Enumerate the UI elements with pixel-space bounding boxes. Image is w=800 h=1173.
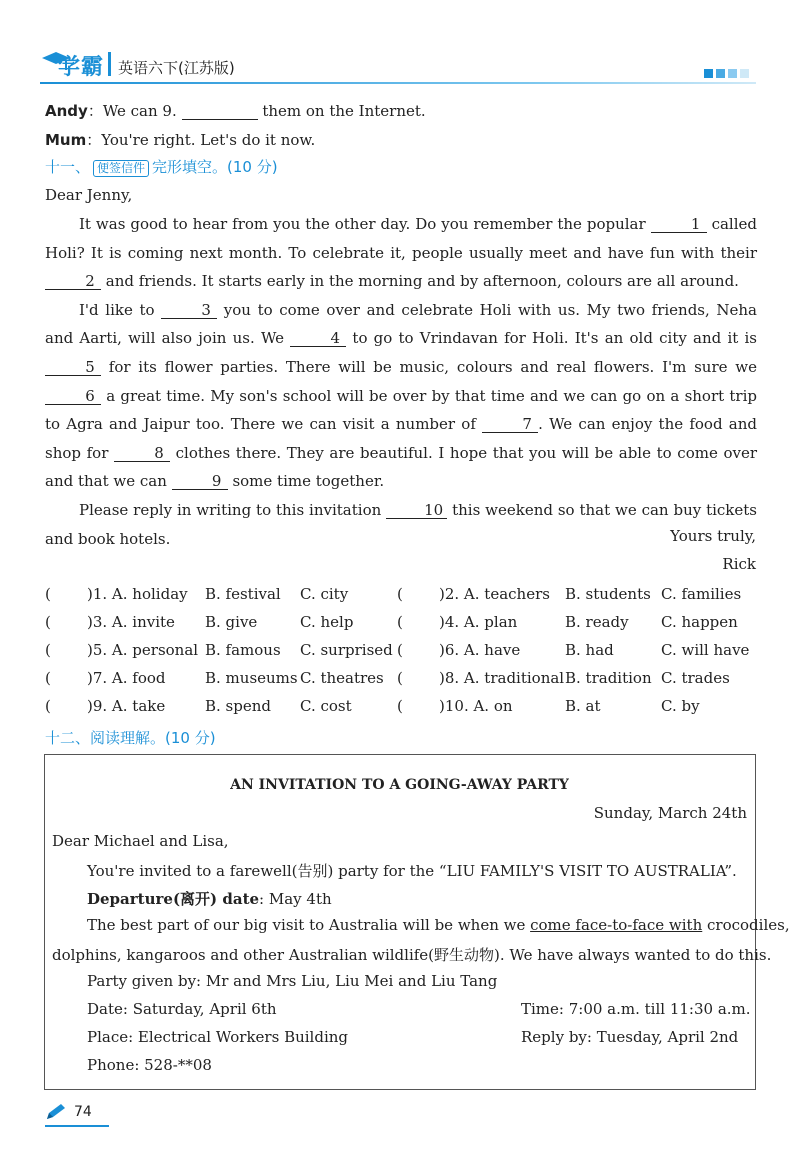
footer-rule (45, 1125, 109, 1127)
answer-paren-6[interactable]: ( (397, 641, 403, 659)
date-line: Date: Saturday, April 6th (87, 1000, 277, 1018)
dialogue-mum (45, 129, 315, 150)
cloze-blank-6[interactable]: 6 (45, 388, 101, 405)
options-row (45, 697, 760, 717)
option-6-c: C. will have (661, 641, 750, 659)
header-divider (108, 52, 111, 76)
cloze-blank-10[interactable]: 10 (386, 502, 447, 519)
andy-text-b: them on the Internet. (262, 102, 426, 120)
section-12-heading: 十二、阅读理解。(10 分) (45, 729, 216, 747)
invitation-greeting: Dear Michael and Lisa, (52, 832, 229, 850)
option-2-c: C. families (661, 585, 742, 603)
answer-paren-7[interactable]: ( (45, 669, 51, 687)
answer-paren-8[interactable]: ( (397, 669, 403, 687)
option-7-a: )7. A. food (87, 669, 166, 687)
departure-line (87, 888, 332, 909)
option-5-b: B. famous (205, 641, 281, 659)
option-5-c: C. surprised (300, 641, 393, 659)
letter-greeting: Dear Jenny, (45, 186, 133, 204)
section-11-heading (45, 156, 278, 177)
option-5-a: )5. A. personal (87, 641, 199, 659)
answer-paren-2[interactable]: ( (397, 585, 403, 603)
dialogue-andy (45, 100, 426, 121)
speaker-andy: Andy (45, 102, 88, 120)
pencil-icon (45, 1103, 67, 1121)
option-4-c: C. happen (661, 613, 738, 631)
option-8-a: )8. A. traditional (439, 669, 565, 687)
options-row (45, 669, 760, 689)
underlined-phrase: come face-to-face with (530, 916, 703, 934)
p2-a: I'd like to (79, 300, 162, 319)
option-9-a: )9. A. take (87, 697, 166, 715)
p3-b: this weekend so that we can buy tickets and book hotels. (45, 500, 757, 548)
option-7-c: C. theatres (300, 669, 384, 687)
options-row (45, 613, 760, 633)
given-by-line: Party given by: Mr and Mrs Liu, Liu Mei and Liu Tang (87, 972, 498, 990)
option-6-a: )6. A. have (439, 641, 521, 659)
book-title: 英语六下(江苏版) (118, 59, 235, 77)
p2-f: . We can enjoy the food and shop for (45, 415, 757, 462)
option-3-c: C. help (300, 613, 354, 631)
departure-label: Departure(离开) date (87, 890, 260, 908)
p1-b: called Holi? It is coming next month. To celebrate it, people usually meet and have fun with their (45, 215, 757, 262)
letter-closing: Yours truly, (670, 527, 756, 545)
section-11-tag: 便签信件 (93, 160, 149, 177)
option-7-b: B. museums (205, 669, 298, 687)
best-part-line (87, 916, 790, 934)
speaker-mum: Mum (45, 131, 87, 149)
invitation-line-1: You're invited to a farewell(告别) party for the “LIU FAMILY'S VISIT TO AUSTRALIA”. (87, 862, 737, 880)
option-9-c: C. cost (300, 697, 352, 715)
p1-c: and friends. It starts early in the morning and by afternoon, colours are all around. (101, 272, 739, 291)
p2-d: for its flower parties. There will be music, colours and real flowers. I'm sure we (101, 357, 757, 376)
p1-a: It was good to hear from you the other day. Do you remember the popular (79, 215, 651, 233)
answer-paren-3[interactable]: ( (45, 613, 51, 631)
option-8-c: C. trades (661, 669, 730, 687)
p3-a: Please reply in writing to this invitation (79, 500, 387, 519)
option-2-a: )2. A. teachers (439, 585, 550, 603)
invitation-date: Sunday, March 24th (593, 804, 747, 822)
page-number: 74 (74, 1104, 92, 1120)
invitation-title: AN INVITATION TO A GOING-AWAY PARTY (230, 777, 569, 793)
cloze-blank-2[interactable]: 2 (45, 273, 101, 290)
p2-g: clothes there. They are beautiful. I hope that you will be able to come over and that we can (45, 443, 757, 491)
cloze-blank-8[interactable]: 8 (114, 445, 170, 462)
option-10-a: )10. A. on (439, 697, 513, 715)
logo-text: 学霸 (58, 55, 105, 80)
option-9-b: B. spend (205, 697, 271, 715)
cloze-blank-3[interactable]: 3 (161, 302, 217, 319)
option-4-a: )4. A. plan (439, 613, 518, 631)
best-part-a: The best part of our big visit to Australia will be when we (87, 916, 531, 934)
option-3-b: B. give (205, 613, 258, 631)
p2-b: you to come over and celebrate Holi with us. My two friends, Neha and Aarti, will also join us. We (45, 300, 757, 348)
answer-paren-1[interactable]: ( (45, 585, 51, 603)
answer-paren-10[interactable]: ( (397, 697, 403, 715)
best-part-b: crocodiles, (702, 916, 790, 934)
time-line: Time: 7:00 a.m. till 11:30 a.m. (521, 1000, 751, 1018)
option-6-b: B. had (565, 641, 614, 659)
option-4-b: B. ready (565, 613, 629, 631)
cloze-blank-1[interactable]: 1 (651, 216, 707, 233)
wildlife-line: dolphins, kangaroos and other Australian wildlife(野生动物). We have always wanted to do this. (52, 946, 772, 964)
option-2-b: B. students (565, 585, 651, 603)
letter-paragraph-3 (45, 496, 757, 553)
letter-paragraph-1 (45, 210, 757, 296)
option-3-a: )3. A. invite (87, 613, 175, 631)
invitation-box (44, 754, 790, 1090)
mum-text: ：You're right. Let's do it now. (86, 131, 316, 149)
p2-e: a great time. My son's school will be over by that time and we can go on a short trip to Agra and Jaipur too. There we can visit a number of (45, 386, 757, 434)
section-11-title: 完形填空。(10 分) (152, 158, 278, 176)
option-8-b: B. tradition (565, 669, 652, 687)
reply-line: Reply by: Tuesday, April 2nd (521, 1028, 739, 1046)
options-row (45, 641, 760, 661)
section-11-number: 十一、 (45, 158, 91, 176)
option-10-c: C. by (661, 697, 700, 715)
p2-c: to go to Vrindavan for Holi. It's an old city and it is (346, 329, 757, 348)
letter-signature: Rick (722, 555, 756, 573)
cloze-blank-4[interactable]: 4 (290, 330, 346, 347)
place-line: Place: Electrical Workers Building (87, 1028, 349, 1046)
answer-blank-9[interactable] (182, 103, 258, 120)
options-row (45, 585, 760, 605)
answer-paren-4[interactable]: ( (397, 613, 403, 631)
cloze-blank-9[interactable]: 9 (172, 473, 228, 490)
cloze-blank-5[interactable]: 5 (45, 359, 101, 376)
option-10-b: B. at (565, 697, 601, 715)
answer-paren-5[interactable]: ( (45, 641, 51, 659)
p2-h: some time together. (227, 472, 385, 491)
andy-text-a: ：We can 9. (87, 102, 177, 120)
option-1-c: C. city (300, 585, 349, 603)
answer-paren-9[interactable]: ( (45, 697, 51, 715)
option-1-a: )1. A. holiday (87, 585, 188, 603)
letter-body (45, 210, 757, 553)
option-1-b: B. festival (205, 585, 281, 603)
cloze-blank-7[interactable]: 7 (482, 416, 538, 433)
header-rule (40, 82, 756, 84)
phone-line: Phone: 528-**08 (87, 1056, 212, 1074)
letter-paragraph-2 (45, 296, 757, 496)
departure-value: : May 4th (259, 890, 332, 908)
header-decor-squares (704, 64, 752, 82)
